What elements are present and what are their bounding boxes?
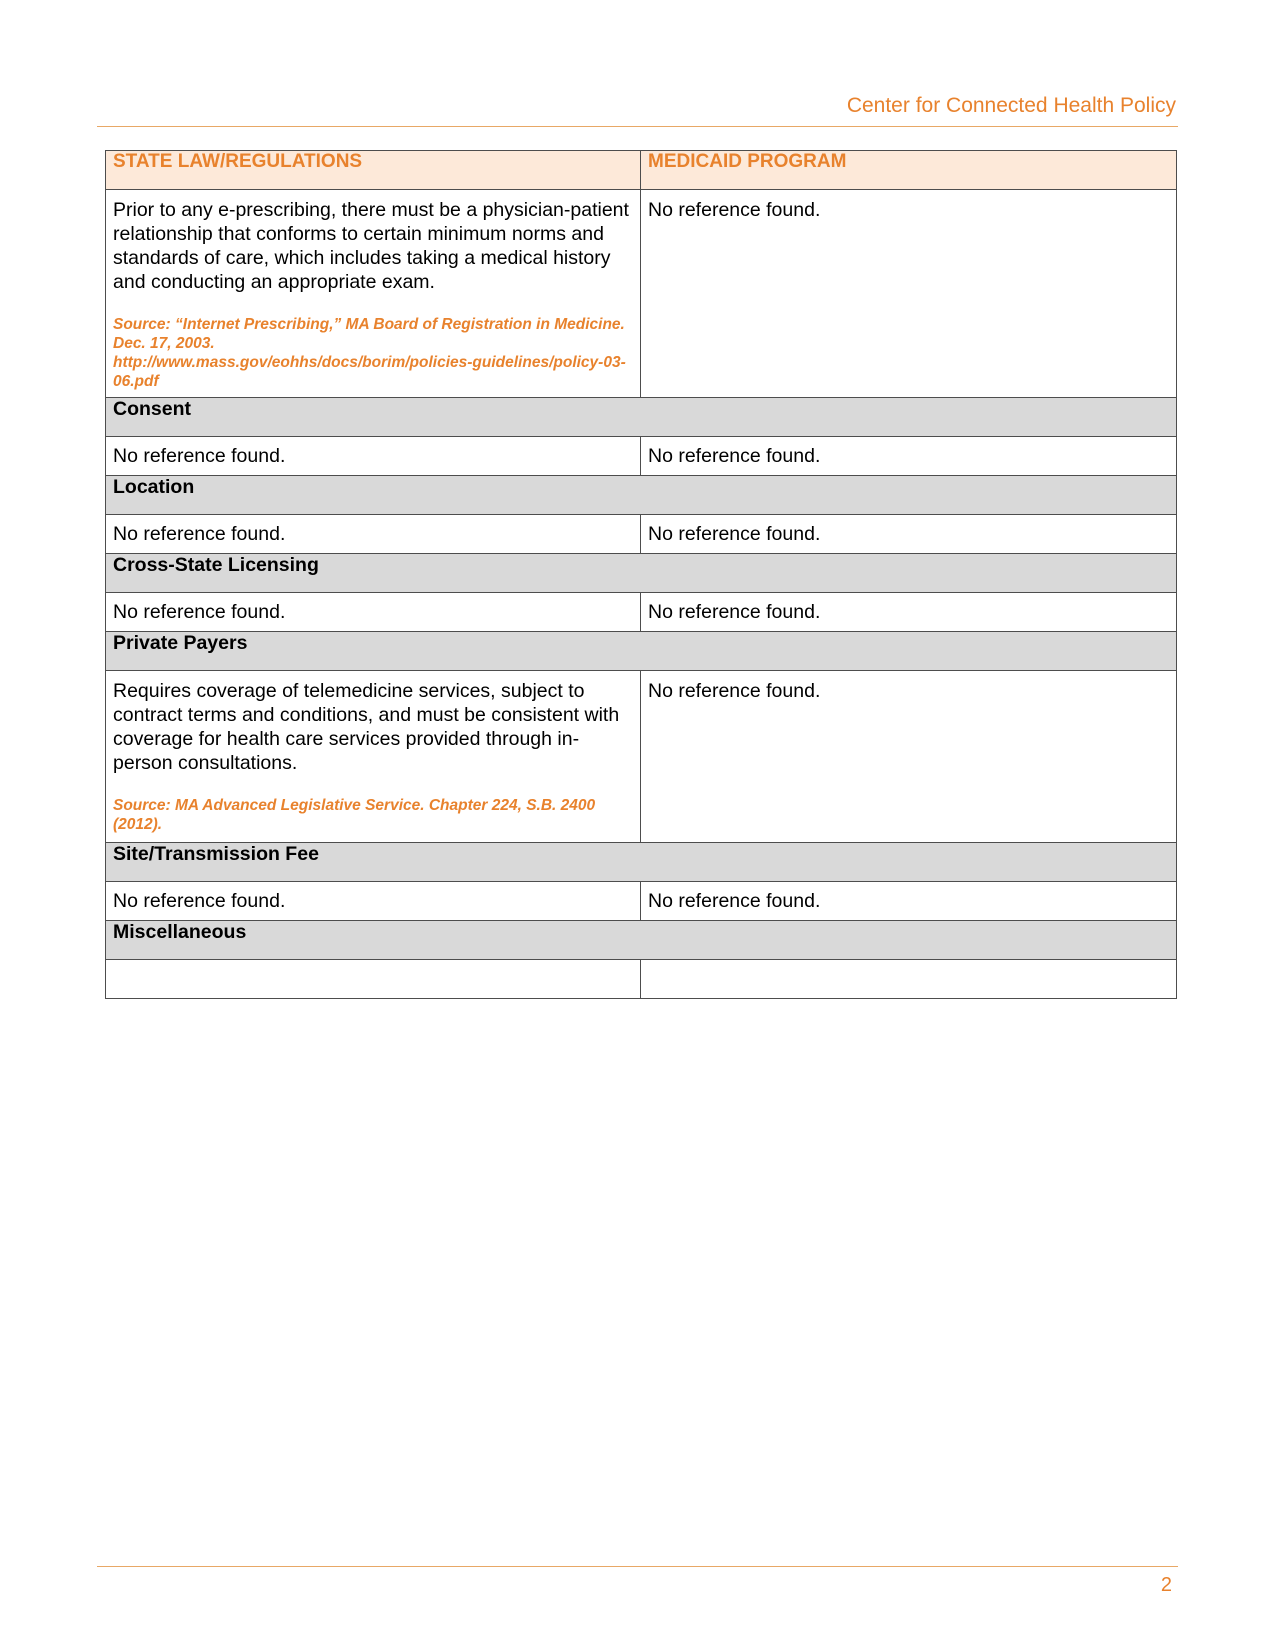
source-link[interactable]: http://www.mass.gov/eohhs/docs/borim/policies-guidelines/policy-03-06.pdf: [113, 354, 626, 390]
medicaid-cell: No reference found.: [641, 515, 1177, 554]
table-row: [106, 437, 1177, 476]
table-row: [106, 190, 1177, 398]
state-law-cell: [106, 671, 641, 843]
section-row-miscellaneous: [106, 921, 1177, 960]
state-law-cell: No reference found.: [106, 515, 641, 554]
column-header-state-law: STATE LAW/REGULATIONS: [106, 151, 641, 190]
page-number: 2: [1160, 1574, 1172, 1596]
section-row-private-payers: [106, 632, 1177, 671]
medicaid-cell: [641, 960, 1177, 999]
table-header-row: [106, 151, 1177, 190]
page-header-title: Center for Connected Health Policy: [846, 94, 1176, 117]
section-row-cross-state-licensing: [106, 554, 1177, 593]
section-title: Miscellaneous: [106, 921, 1177, 960]
header-divider: [97, 126, 1178, 127]
section-title: Cross-State Licensing: [106, 554, 1177, 593]
table-row: [106, 882, 1177, 921]
source-citation: [113, 315, 633, 391]
table-row: [106, 515, 1177, 554]
column-header-medicaid: MEDICAID PROGRAM: [641, 151, 1177, 190]
source-text: Source: “Internet Prescribing,” MA Board of Registration in Medicine. Dec. 17, 2003.: [113, 316, 625, 352]
section-title: Site/Transmission Fee: [106, 843, 1177, 882]
state-law-cell: No reference found.: [106, 882, 641, 921]
medicaid-cell: No reference found.: [641, 190, 1177, 398]
table-row: [106, 671, 1177, 843]
state-law-cell: No reference found.: [106, 437, 641, 476]
medicaid-cell: No reference found.: [641, 882, 1177, 921]
section-title: Private Payers: [106, 632, 1177, 671]
state-law-cell: [106, 190, 641, 398]
section-title: Consent: [106, 398, 1177, 437]
state-law-text: Prior to any e-prescribing, there must be a physician-patient relationship that conforms to certain minimum norms and standards of care, which includes taking a medical history and conducting an appropriate exam.: [113, 199, 629, 293]
section-title: Location: [106, 476, 1177, 515]
section-row-site-transmission-fee: [106, 843, 1177, 882]
medicaid-cell: No reference found.: [641, 593, 1177, 632]
source-citation: Source: MA Advanced Legislative Service. Chapter 224, S.B. 2400 (2012).: [113, 797, 596, 833]
state-law-text: Requires coverage of telemedicine services, subject to contract terms and conditions, and must be consistent with coverage for health care services provided through in-person consultations.: [113, 680, 620, 774]
table-row: [106, 960, 1177, 999]
footer-divider: [97, 1566, 1178, 1567]
medicaid-cell: No reference found.: [641, 671, 1177, 843]
telehealth-policy-table: [105, 150, 1177, 999]
section-row-consent: [106, 398, 1177, 437]
table-row: [106, 593, 1177, 632]
state-law-cell: [106, 960, 641, 999]
medicaid-cell: No reference found.: [641, 437, 1177, 476]
section-row-location: [106, 476, 1177, 515]
state-law-cell: No reference found.: [106, 593, 641, 632]
